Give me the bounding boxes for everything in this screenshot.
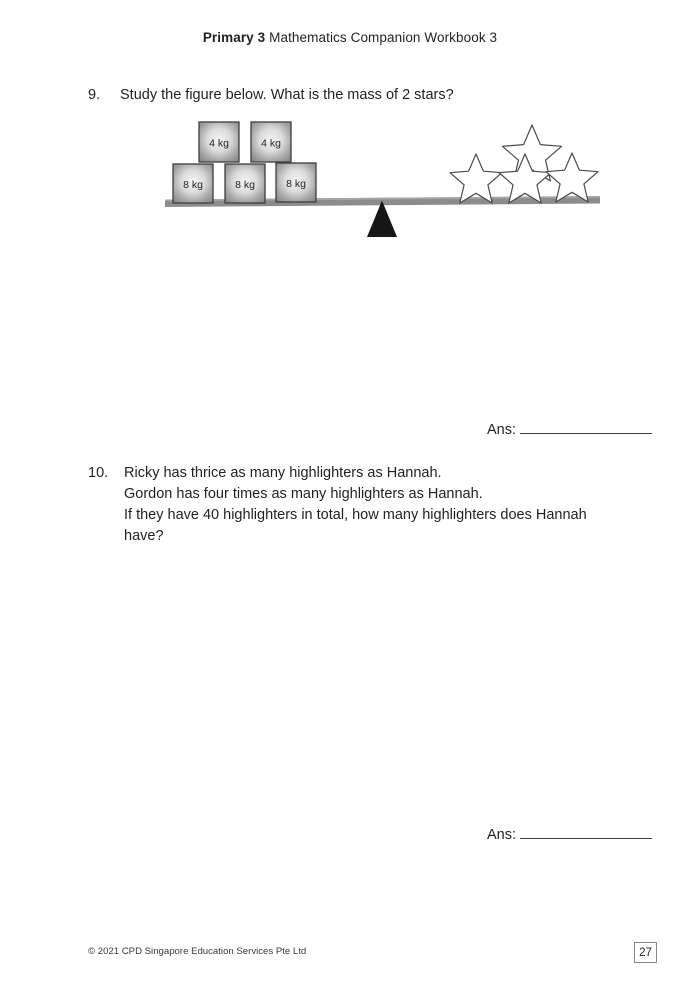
question-10 [88,463,658,547]
weight-block-4kg-1 [199,122,239,162]
weight-block-label: 4 kg [209,137,229,150]
header-bold-prefix: Primary 3 [202,30,266,45]
answer-input-line[interactable] [520,825,652,839]
answer-row-question-10 [487,825,652,843]
weight-block-8kg-2 [225,164,265,203]
header-rest: Mathematics Companion Workbook 3 [265,30,498,45]
page-number: 27 [639,946,652,959]
footer-copyright: © 2021 CPD Singapore Education Services Pte Ltd [88,946,307,957]
question-10-line-2: Gordon has four times as many highlighters as Hannah. [124,486,483,502]
question-10-text [124,463,624,547]
weight-block-4kg-2 [251,122,291,162]
weight-block-label: 8 kg [235,179,255,191]
question-9 [88,85,648,106]
question-10-line-1: Ricky has thrice as many highlighters as Hannah. [124,465,442,481]
weight-block-8kg-1 [173,164,213,203]
page-number-box [634,942,657,963]
balance-scale-figure [80,112,640,242]
stars-group [450,125,598,203]
answer-row-question-9 [487,420,652,438]
question-10-line-3: If they have 40 highlighters in total, how many highlighters does Hannah have? [124,507,587,544]
question-10-number: 10. [88,465,109,481]
question-9-number: 9. [88,87,101,103]
question-9-text [120,85,454,106]
answer-label: Ans: [487,827,517,843]
star-small-right [546,153,598,202]
page-header [0,30,700,45]
weight-block-8kg-3 [276,163,316,202]
question-9-line-1: Study the figure below. What is the mass of 2 stars? [120,87,454,103]
answer-label: Ans: [487,422,517,438]
star-small-left [450,154,502,203]
weight-block-label: 8 kg [183,179,203,191]
fulcrum-triangle [367,201,397,238]
weight-block-label: 8 kg [286,178,306,190]
weight-blocks-group [173,122,316,203]
weight-block-label: 4 kg [261,137,281,150]
answer-input-line[interactable] [520,420,652,434]
